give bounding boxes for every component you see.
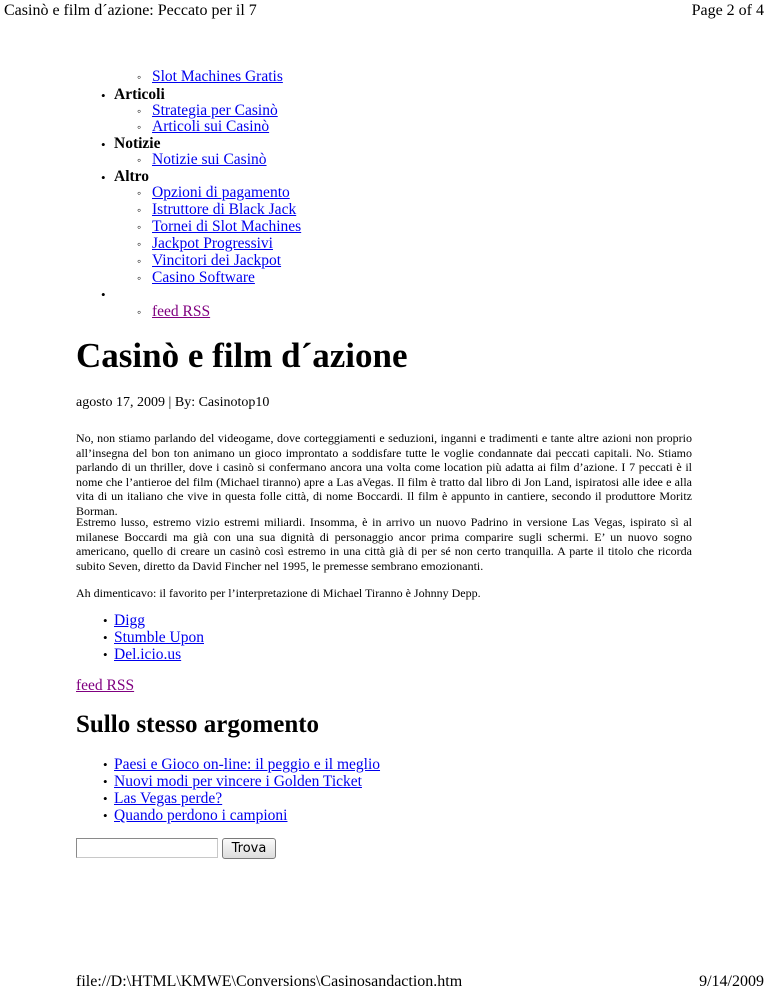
article-paragraph-2: Estremo lusso, estremo vizio estremi miliardi. Insomma, è in arrivo un nuovo Padrino in versione Las Vegas, ispirato sì al milanese Boccardi ma già con una sua dignità di personaggio ancor prima comparire sugli schermi. E’ un nuovo sogno americano, quello di creare un casinò così estremo in una città già di per sé non certo tranquilla. A parte il titolo che ricorda subito Seven, diretto da David Fincher nel 1995, le premesse sembrano emozionanti. <box>76 515 692 573</box>
related-link-campioni[interactable]: Quando perdono i campioni <box>114 807 288 824</box>
search-input[interactable] <box>76 838 218 858</box>
related-heading: Sullo stesso argomento <box>76 711 320 738</box>
bullet-icon: • <box>103 774 108 789</box>
bullet-icon: • <box>103 757 108 772</box>
circle-bullet-icon: ◦ <box>137 271 142 285</box>
share-link-stumbleupon[interactable]: Stumble Upon <box>114 629 204 646</box>
circle-bullet-icon: ◦ <box>137 237 142 251</box>
nav-link-strategia[interactable]: Strategia per Casinò <box>152 102 278 119</box>
footer-path: file://D:\HTML\KMWE\Conversions\Casinosandaction.htm <box>76 973 463 990</box>
nav-section-articoli: Articoli <box>114 86 165 103</box>
header-title: Casinò e film d´azione: Peccato per il 7 <box>4 2 257 19</box>
bullet-icon: • <box>101 137 106 152</box>
footer-date: 9/14/2009 <box>699 973 764 990</box>
bullet-icon: • <box>101 170 106 185</box>
bullet-icon: • <box>103 808 108 823</box>
related-link-las-vegas[interactable]: Las Vegas perde? <box>114 790 223 807</box>
nav-feed-rss-link[interactable]: feed RSS <box>152 303 211 320</box>
bullet-icon: • <box>103 630 108 645</box>
bullet-icon: • <box>101 88 106 103</box>
circle-bullet-icon: ◦ <box>137 203 142 217</box>
article-title: Casinò e film d´azione <box>76 336 408 375</box>
circle-bullet-icon: ◦ <box>137 186 142 200</box>
circle-bullet-icon: ◦ <box>137 305 142 319</box>
search-button[interactable]: Trova <box>222 838 276 859</box>
article-feed-rss-link[interactable]: feed RSS <box>76 677 135 694</box>
nav-link-casino-software[interactable]: Casino Software <box>152 269 255 286</box>
circle-bullet-icon: ◦ <box>137 120 142 134</box>
nav-link-jackpot-progressivi[interactable]: Jackpot Progressivi <box>152 235 273 252</box>
article-meta: agosto 17, 2009 | By: Casinotop10 <box>76 395 270 410</box>
bullet-icon: • <box>103 647 108 662</box>
nav-link-vincitori-jackpot[interactable]: Vincitori dei Jackpot <box>152 252 282 269</box>
circle-bullet-icon: ◦ <box>137 104 142 118</box>
share-link-delicious[interactable]: Del.icio.us <box>114 646 182 663</box>
nav-section-altro: Altro <box>114 168 150 185</box>
nav-link-articoli-casino[interactable]: Articoli sui Casinò <box>152 118 270 135</box>
bullet-icon: • <box>101 287 106 302</box>
share-link-digg[interactable]: Digg <box>114 612 145 629</box>
circle-bullet-icon: ◦ <box>137 70 142 84</box>
nav-link-istruttore-black-jack[interactable]: Istruttore di Black Jack <box>152 201 297 218</box>
article-paragraph-3: Ah dimenticavo: il favorito per l’interpretazione di Michael Tiranno è Johnny Depp. <box>76 586 481 600</box>
circle-bullet-icon: ◦ <box>137 254 142 268</box>
article-paragraph-1: No, non stiamo parlando del videogame, dove corteggiamenti e seduzioni, inganni e tradimenti e tante altre azioni non proprio all’insegna del bon ton animano un gioco improntato a soddisfare tutte le voglie condannate dai peccati capitali. No. Stiamo parlando di un thriller, dove i casinò si confermano ancora una volta come location più adatta ai film d’azione. I 7 peccati è il nome che l’antieroe del film (Michael tiranno) apre a Las aVegas. Il film è tratto dal libro di Jon Land, ispiratosi alle idee e alla vita di un italiano che vive in questa folle città, di nome Boccardi. Il film è appunto in cantiere, secondo il produttore Moritz Borman. <box>76 431 692 518</box>
nav-link-tornei-slot[interactable]: Tornei di Slot Machines <box>152 218 302 235</box>
nav-link-notizie-casino[interactable]: Notizie sui Casinò <box>152 151 267 168</box>
related-link-golden-ticket[interactable]: Nuovi modi per vincere i Golden Ticket <box>114 773 362 790</box>
bullet-icon: • <box>103 613 108 628</box>
bullet-icon: • <box>103 791 108 806</box>
circle-bullet-icon: ◦ <box>137 220 142 234</box>
nav-link-opzioni-pagamento[interactable]: Opzioni di pagamento <box>152 184 290 201</box>
related-link-paesi[interactable]: Paesi e Gioco on-line: il peggio e il meglio <box>114 756 381 773</box>
circle-bullet-icon: ◦ <box>137 153 142 167</box>
nav-link-slot-machines-gratis[interactable]: Slot Machines Gratis <box>152 68 283 85</box>
nav-section-notizie: Notizie <box>114 135 161 152</box>
page-number: Page 2 of 4 <box>691 2 764 19</box>
